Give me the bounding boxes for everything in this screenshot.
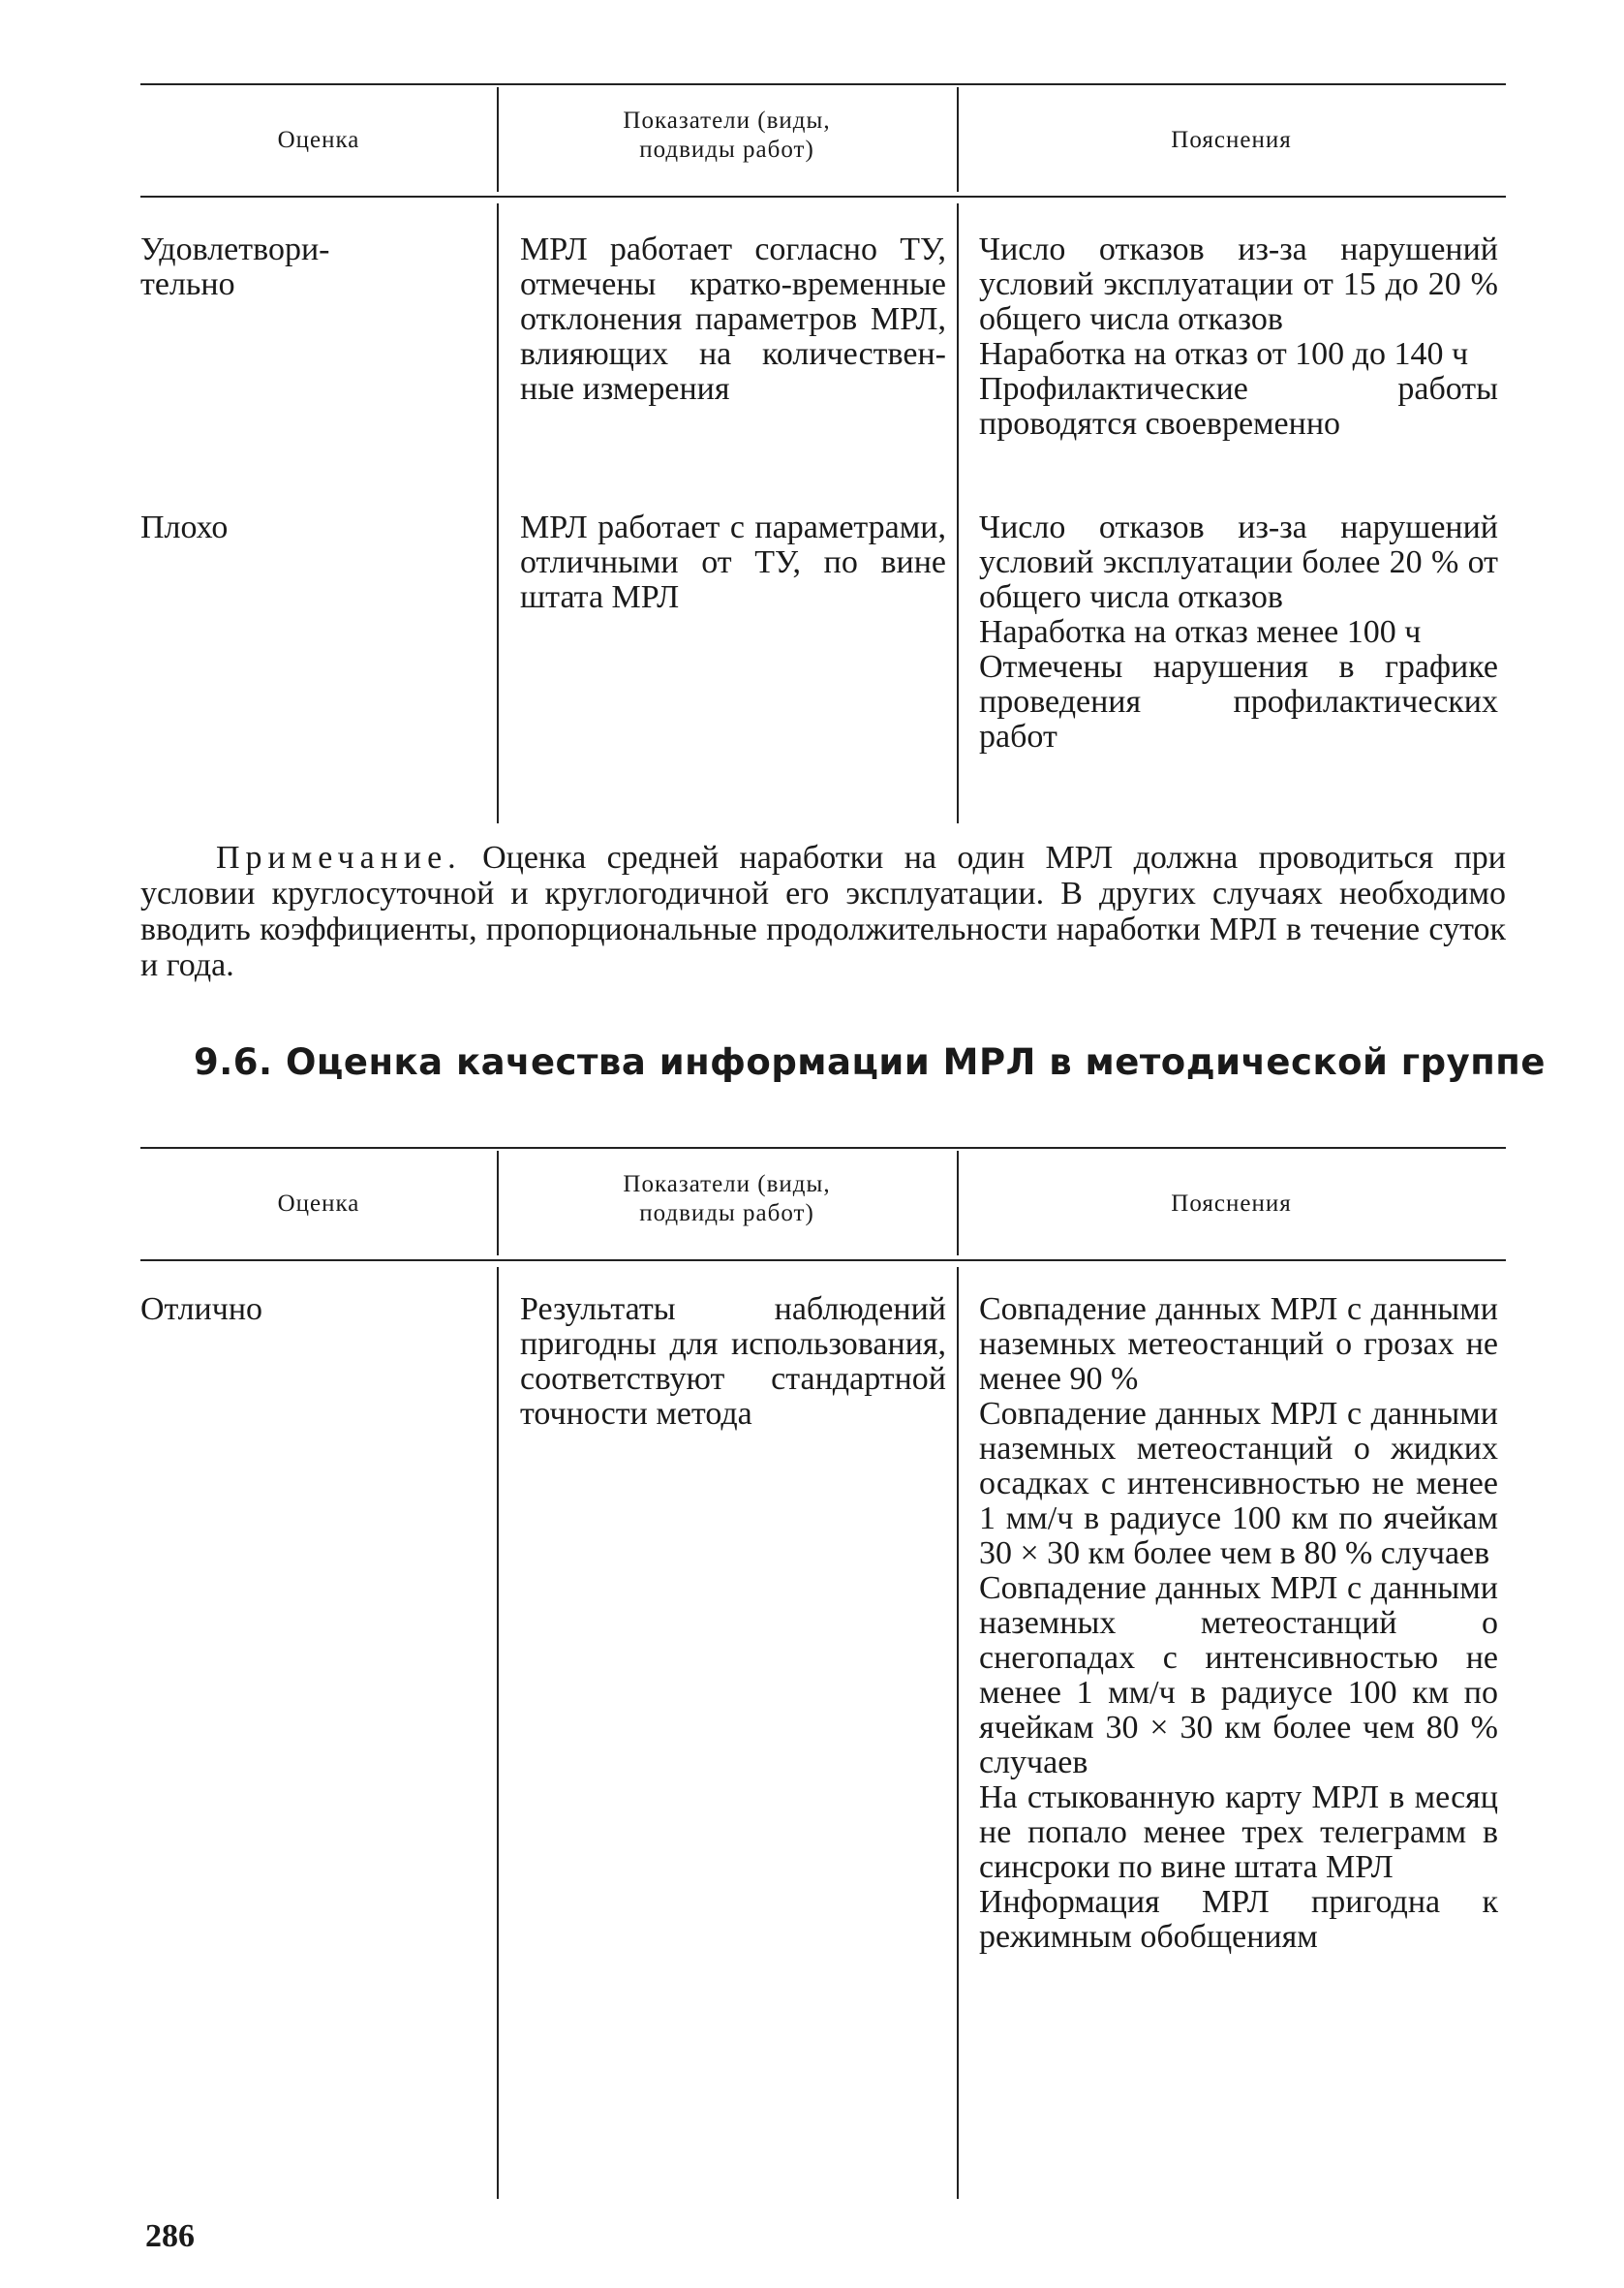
note-label: Примечание. bbox=[216, 840, 462, 876]
column-divider bbox=[957, 203, 959, 823]
cell-indicators: МРЛ работает с параметрами, отличными от ТУ, по вине штата МРЛ bbox=[520, 510, 946, 615]
explanation-item: Совпадение данных МРЛ с данными наземных метеостанций о жидких осадках с интенсивностью не менее 1 мм/ч в радиусе 100 км по ячейкам 30 × 30 км более чем в 80 % случаев bbox=[979, 1396, 1498, 1571]
header-explanations: Пояснения bbox=[1171, 127, 1292, 153]
column-divider bbox=[497, 203, 499, 823]
note-text: Оценка средней наработки на один МРЛ должна проводиться при условии круглосуточной и круглогодичной его эксплуатации. В других случаях необходимо вводить коэффициенты, пропорциональные продолжительности наработки МРЛ в течение суток и года. bbox=[140, 840, 1506, 983]
cell-rating: Отлично bbox=[140, 1291, 263, 1327]
table-note bbox=[140, 840, 1506, 983]
column-divider bbox=[957, 1267, 959, 2199]
column-divider bbox=[497, 1267, 499, 2199]
table-top-rule bbox=[140, 1147, 1506, 1149]
table-header-rule bbox=[140, 1259, 1506, 1261]
cell-rating: Плохо bbox=[140, 510, 229, 545]
explanation-item: Наработка на отказ от 100 до 140 ч bbox=[979, 336, 1469, 372]
cell-explanations bbox=[979, 232, 1498, 442]
cell-rating: Удовлетвори- тельно bbox=[140, 232, 330, 302]
explanation-item: Информация МРЛ пригодна к режимным обобщениям bbox=[979, 1884, 1498, 1955]
explanation-item: Совпадение данных МРЛ с данными наземных метеостанций о грозах не менее 90 % bbox=[979, 1291, 1498, 1397]
explanation-item: Число отказов из-за нарушений условий эксплуатации от 15 до 20 % общего числа отказов bbox=[979, 232, 1498, 337]
header-rating: Оценка bbox=[277, 127, 360, 153]
table-header-rule bbox=[140, 196, 1506, 198]
cell-explanations bbox=[979, 1292, 1498, 1955]
cell-indicators: Результаты наблюдений пригодны для использования, соответствуют стандартной точности метода bbox=[520, 1291, 946, 1432]
header-indicators: Показатели (виды, подвиды работ) bbox=[623, 108, 831, 163]
section-heading: 9.6. Оценка качества информации МРЛ в методической группе bbox=[194, 1041, 1546, 1083]
header-rating: Оценка bbox=[277, 1190, 360, 1217]
explanation-item: Отмечены нарушения в графике проведения профилактических работ bbox=[979, 649, 1498, 755]
table-top-rule bbox=[140, 83, 1506, 85]
table-2 bbox=[140, 1066, 1506, 2209]
explanation-item: На стыкованную карту МРЛ в месяц не попало менее трех телеграмм в синсроки по вине штата МРЛ bbox=[979, 1779, 1498, 1885]
header-indicators: Показатели (виды, подвиды работ) bbox=[623, 1171, 831, 1226]
page-number: 286 bbox=[145, 2218, 195, 2254]
explanation-item: Число отказов из-за нарушений условий эксплуатации более 20 % от общего числа отказов bbox=[979, 510, 1498, 615]
table-1 bbox=[140, 0, 1506, 833]
explanation-item: Профилактические работы проводятся своевременно bbox=[979, 371, 1498, 442]
explanation-item: Наработка на отказ менее 100 ч bbox=[979, 614, 1422, 650]
cell-explanations bbox=[979, 510, 1498, 755]
cell-indicators: МРЛ работает согласно ТУ, отмечены кратко-временные отклонения параметров МРЛ, влияющих на количествен-ные измерения bbox=[520, 232, 946, 407]
explanation-item: Совпадение данных МРЛ с данными наземных метеостанций о снегопадах с интенсивностью не менее 1 мм/ч в радиусе 100 км по ячейкам 30 × 30 км более чем 80 % случаев bbox=[979, 1570, 1498, 1780]
header-explanations: Пояснения bbox=[1171, 1190, 1292, 1217]
